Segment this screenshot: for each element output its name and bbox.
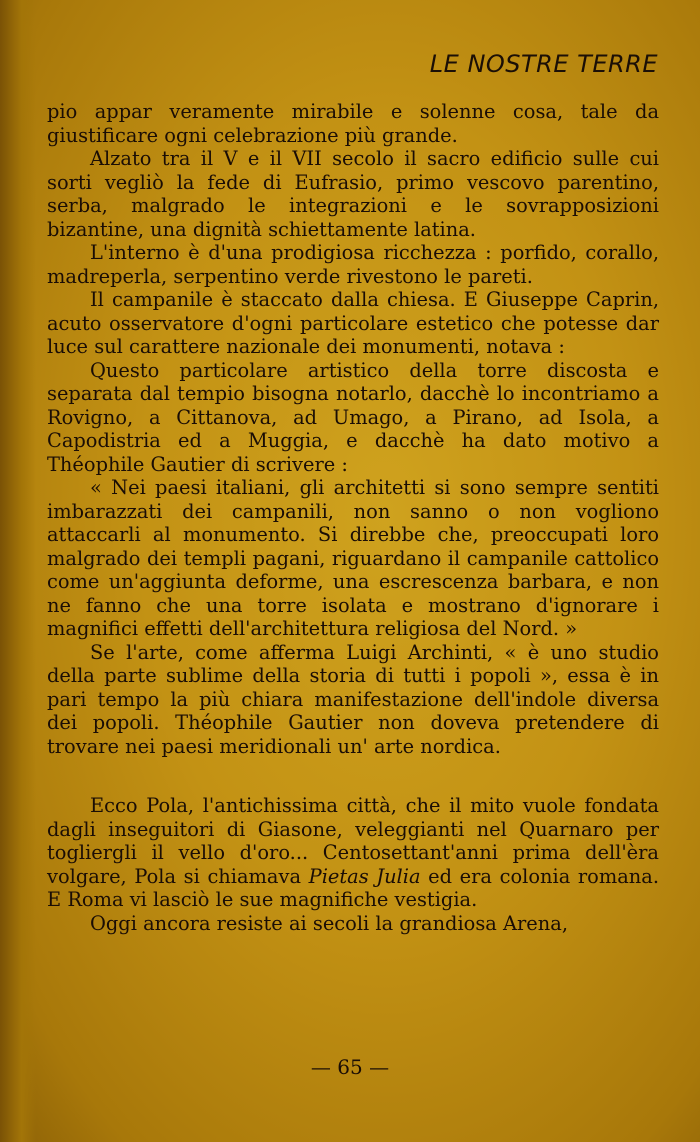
paragraph-eufrasio: Alzato tra il V e il VII secolo il sacro edificio sulle cui sorti vegliò la fede di Eufrasio, primo vescovo parentino, serba, malgrado le integrazioni e le sovrapposizioni bizantine, una dignità schiettamente latina.	[47, 147, 659, 241]
paragraph-campanile: Il campanile è staccato dalla chiesa. E Giuseppe Caprin, acuto osservatore d'ogni particolare estetico che potesse dar luce sul carattere nazionale dei monumenti, notava :	[47, 288, 659, 358]
paragraph-tower: Questo particolare artistico della torre discosta e separata dal tempio bisogna notarlo, dacchè lo incontriamo a Rovigno, a Cittanova, ad Umago, a Pirano, ad Isola, a Capodistria ed a Muggia, e dacchè ha dato motivo a Théophile Gautier di scrivere :	[47, 358, 659, 476]
page-number: — 65 —	[310, 1055, 390, 1079]
pola-text-after: ed era colonia romana. E Roma vi lasciò le sue magnifiche vestigia.	[47, 864, 659, 911]
paragraph-arena: Oggi ancora resiste ai secoli la grandiosa Arena,	[90, 911, 568, 935]
paragraph-archinti: Se l'arte, come afferma Luigi Archinti, « è uno studio della parte sublime della storia di tutti i popoli », essa è in pari tempo la più chiara manifestazione dell'indole diversa dei popoli. Théophile Gautier non doveva pretendere di trovare nei paesi meridionali un' arte nordica.	[47, 640, 659, 758]
pola-text-before: Ecco Pola, l'antichissima città, che il mito vuole fondata dagli inseguitori di Giasone, veleggianti nel Quarnaro per togliergli il vello d'oro... Centosettant'anni prima dell'èra volgare, Pola si chiamava	[47, 794, 659, 888]
paragraph-continuation: pio appar veramente mirabile e solenne cosa, tale da giustificare ogni celebrazione più grande.	[47, 100, 659, 147]
body-text	[47, 100, 659, 935]
paragraph-interior: L'interno è d'una prodigiosa ricchezza : porfido, corallo, madreperla, serpentino verde rivestono le pareti.	[47, 241, 659, 288]
pola-italic-name: Pietas Julia	[308, 864, 421, 888]
paragraph-gautier-quote: « Nei paesi italiani, gli architetti si sono sempre sentiti imbarazzati dei campanili, non sanno o non vogliono attaccarli al monumento. Si direbbe che, preoccupati loro malgrado dei templi pagani, riguardano il campanile cattolico come un'aggiunta deforme, una escrescenza barbara, e non ne fanno che una torre isolata e mostrano d'ignorare i magnifici effetti dell'architettura religiosa del Nord. »	[47, 476, 659, 640]
paragraph-pola	[47, 794, 659, 912]
book-spine-shadow	[0, 0, 36, 1142]
running-header: LE NOSTRE TERRE	[429, 50, 658, 78]
